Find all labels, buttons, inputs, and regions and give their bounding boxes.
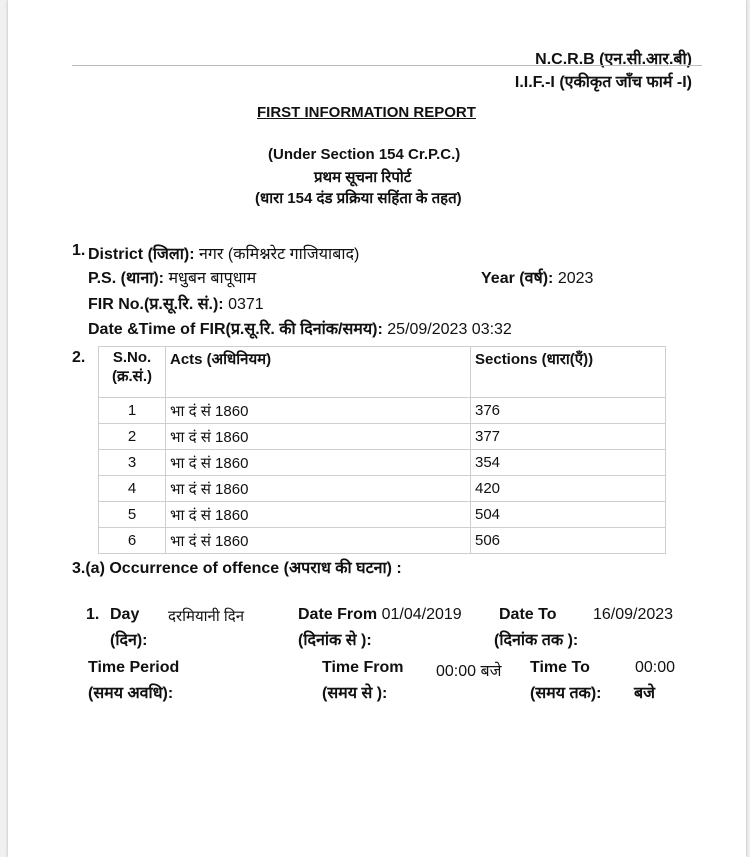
subtitle-line1: (Under Section 154 Cr.P.C.) — [268, 146, 461, 163]
table-row — [99, 502, 666, 528]
row-sno: 3 — [99, 450, 166, 476]
datetime-value: 25/09/2023 03:32 — [387, 321, 512, 338]
row-sno: 1 — [99, 398, 166, 424]
day-number: 1. — [86, 606, 100, 623]
table-row — [99, 450, 666, 476]
date-from-hi: (दिनांक से ): — [298, 632, 372, 649]
table-row — [99, 476, 666, 502]
header-sno-hi: (क्र.सं.) — [112, 368, 152, 385]
year-label: Year (वर्ष): — [481, 270, 554, 287]
time-to-value: 00:00 — [635, 659, 676, 676]
acts-table-body — [99, 398, 666, 554]
time-to-suffix: बजे — [634, 685, 656, 702]
row-section: 420 — [471, 476, 666, 502]
date-from-label: Date From — [298, 606, 378, 623]
time-from-value: 00:00 बजे — [436, 663, 502, 680]
row-sno: 2 — [99, 424, 166, 450]
district-row — [88, 242, 359, 264]
time-to-hi: (समय तक): — [530, 685, 602, 702]
year-row — [481, 266, 593, 288]
district-label: District (जिला): — [88, 246, 195, 263]
day-value: दरमियानी दिन — [168, 608, 245, 625]
ps-label: P.S. (थाना): — [88, 270, 164, 287]
header-sno — [99, 347, 166, 398]
subtitle-line2: प्रथम सूचना रिपोर्ट — [314, 169, 412, 186]
header-acts: Acts (अधिनियम) — [166, 347, 471, 398]
section1-number: 1. — [72, 242, 86, 259]
row-section: 504 — [471, 502, 666, 528]
ncrb-label: N.C.R.B (एन.सी.आर.बी) — [535, 51, 692, 68]
table-row — [99, 528, 666, 554]
report-title: FIRST INFORMATION REPORT — [257, 104, 476, 121]
row-section: 506 — [471, 528, 666, 554]
datetime-label: Date &Time of FIR(प्र.सू.रि. की दिनांक/समय): — [88, 321, 383, 338]
fir-label: FIR No.(प्र.सू.रि. सं.): — [88, 296, 224, 313]
date-to-hi: (दिनांक तक ): — [494, 632, 579, 649]
table-row — [99, 424, 666, 450]
row-sno: 6 — [99, 528, 166, 554]
row-section: 377 — [471, 424, 666, 450]
row-section: 354 — [471, 450, 666, 476]
row-sno: 5 — [99, 502, 166, 528]
row-section: 376 — [471, 398, 666, 424]
date-from-row — [298, 606, 462, 624]
document-page — [8, 0, 746, 857]
section2-number: 2. — [72, 349, 86, 366]
row-act: भा दं सं 1860 — [166, 502, 471, 528]
occurrence-heading: 3.(a) Occurrence of offence (अपराध की घटना) : — [72, 560, 402, 577]
ps-row — [88, 266, 256, 288]
day-label-hi: (दिन): — [110, 632, 148, 649]
row-act: भा दं सं 1860 — [166, 476, 471, 502]
date-to-value: 16/09/2023 — [593, 606, 674, 623]
time-to-label: Time To — [530, 659, 590, 676]
row-act: भा दं सं 1860 — [166, 424, 471, 450]
subtitle-line3: (धारा 154 दंड प्रक्रिया सहिंता के तहत) — [255, 190, 462, 207]
time-from-label: Time From — [322, 659, 404, 676]
ps-value: मधुबन बापूधाम — [168, 270, 257, 287]
fir-row — [88, 292, 264, 314]
district-value: नगर (कमिश्नरेट गाजियाबाद) — [199, 246, 360, 263]
row-act: भा दं सं 1860 — [166, 450, 471, 476]
header-divider — [72, 65, 702, 66]
time-period-hi: (समय अवधि): — [88, 685, 174, 702]
date-to-label: Date To — [499, 606, 557, 623]
header-sections: Sections (धारा(एँ)) — [471, 347, 666, 398]
time-period-label: Time Period — [88, 659, 180, 676]
acts-table-header — [99, 347, 666, 398]
datetime-row — [88, 317, 512, 339]
header-sno-en: S.No. — [112, 349, 152, 366]
day-label: Day — [110, 606, 140, 623]
table-row — [99, 398, 666, 424]
time-from-hi: (समय से ): — [322, 685, 388, 702]
row-act: भा दं सं 1860 — [166, 528, 471, 554]
acts-table — [98, 346, 666, 554]
fir-value: 0371 — [228, 296, 264, 313]
date-from-value: 01/04/2019 — [381, 606, 462, 623]
iif-label: I.I.F.-I (एकीकृत जाँच फार्म -I) — [514, 74, 692, 91]
row-act: भा दं सं 1860 — [166, 398, 471, 424]
year-value: 2023 — [557, 270, 594, 287]
row-sno: 4 — [99, 476, 166, 502]
